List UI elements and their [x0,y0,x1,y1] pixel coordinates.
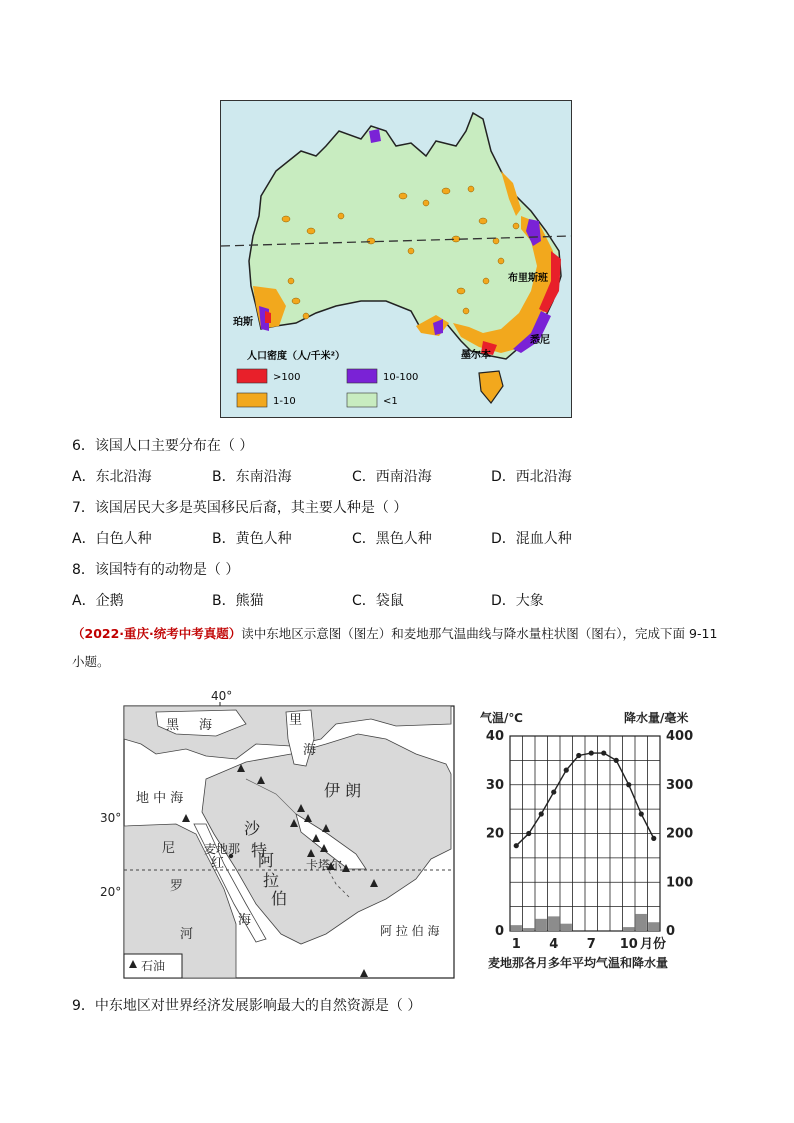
question-9-stem: 9．中东地区对世界经济发展影响最大的自然资源是（ ） [72,998,422,1014]
saudi-label: 阿 [258,851,275,870]
australia-map-svg [221,101,571,417]
mideast-map-svg [96,684,466,984]
climate-chart-svg [478,705,708,975]
red-sea-label: 海 [238,913,252,928]
city-label: 珀斯 [233,317,253,328]
nile-label: 河 [180,927,194,942]
nw-purple [369,129,381,143]
precip-bar [548,916,559,931]
question-6-stem: 6．该国人口主要分布在（ ） [72,438,254,454]
question-8-option-d[interactable]: D．大象 [491,593,544,609]
arabian-sea-label: 阿 拉 伯 海 [380,924,440,938]
legend-label: >100 [273,372,301,383]
city-label: 布里斯班 [508,273,548,284]
legend-label: <1 [383,396,398,407]
australia-population-map [220,100,572,418]
medina-label: 麦地那 [204,842,241,856]
intro-text: 读中东地区示意图（图左）和麦地那气温曲线与降水量柱状图（图右），完成下面 9-11 小题。 [72,626,718,669]
question-8-stem: 8．该国特有的动物是（ ） [72,562,240,578]
red-sea-label: 红 [211,856,225,871]
question-6-option-b[interactable]: B．东南沿海 [212,469,292,485]
question-7-option-c[interactable]: C．黑色人种 [352,531,432,547]
question-6-option-d[interactable]: D．西北沿海 [491,469,572,485]
temperature-point [564,768,569,773]
medina-climate-chart [478,705,708,975]
temperature-point [626,782,631,787]
x-tick: 7 [586,937,596,952]
question-group-intro [72,620,732,676]
temperature-point [639,811,644,816]
qatar-label: 卡塔尔 [306,858,343,872]
temperature-point [614,758,619,763]
nile-label: 罗 [170,879,184,894]
y-right-axis-label: 降水量/毫米 [624,711,689,725]
y-right-tick: 100 [666,875,694,891]
precip-bar [623,927,634,931]
y-left-axis-label: 气温/℃ [480,711,523,725]
temperature-point [539,811,544,816]
sw-red [265,311,271,323]
y-left-tick: 40 [485,729,504,744]
black-sea-label: 海 [199,718,213,733]
question-8-option-b[interactable]: B．熊猫 [212,593,264,609]
precip-bar [523,928,534,931]
y-right-tick: 200 [666,826,694,842]
question-8-option-a[interactable]: A．企鹅 [72,593,124,609]
y-right-tick: 0 [666,924,676,939]
saudi-label: 特 [251,841,268,860]
precip-bar [511,925,522,931]
question-7-stem: 7．该国居民大多是英国移民后裔，其主要人种是（ ） [72,500,408,516]
city-label: 悉尼 [530,335,550,346]
saudi-label: 拉 [263,871,280,890]
legend-label: 1-10 [273,396,296,407]
legend-title: 人口密度（人/千米²） [247,351,346,362]
y-right-tick: 300 [666,777,694,793]
saudi-label: 伯 [271,889,288,908]
temperature-point [651,836,656,841]
question-6-option-c[interactable]: C．西南沿海 [352,469,432,485]
oil-legend-label: 石油 [141,959,166,973]
precip-bar [636,914,647,931]
temperature-point [576,753,581,758]
tasmania [479,371,503,403]
caspian-label: 海 [303,743,317,758]
lon-label: 40° [211,689,233,703]
legend-label: 10-100 [383,372,419,383]
black-sea-label: 黑 [166,718,180,733]
temperature-point [526,831,531,836]
x-axis-label: 月份 [640,937,667,952]
mideast-map [96,684,466,984]
x-tick: 4 [549,937,559,952]
question-7-option-b[interactable]: B．黄色人种 [212,531,292,547]
temperature-point [601,750,606,755]
temperature-point [551,789,556,794]
y-left-tick: 20 [485,826,504,842]
chart-title: 麦地那各月多年平均气温和降水量 [488,956,669,970]
y-left-tick: 30 [485,777,504,793]
x-tick: 10 [619,937,638,952]
question-6-option-a[interactable]: A．东北沿海 [72,469,152,485]
lat-label: 20° [100,885,122,899]
question-8-option-c[interactable]: C．袋鼠 [352,593,404,609]
iran-label: 伊 朗 [324,781,362,800]
caspian-label: 里 [289,713,303,728]
city-label: 墨尔本 [461,350,491,361]
question-7-option-d[interactable]: D．混血人种 [491,531,572,547]
y-left-tick: 0 [494,924,504,939]
med-sea-label: 地 中 海 [136,791,184,806]
saudi-label: 沙 [244,819,261,838]
y-right-tick: 400 [666,729,694,744]
precip-bar [648,922,659,931]
lat-label: 30° [100,811,122,825]
question-7-option-a[interactable]: A．白色人种 [72,531,152,547]
nile-label: 尼 [162,841,176,856]
x-tick: 1 [511,937,521,952]
temperature-point [514,843,519,848]
exam-source: （2022·重庆·统考中考真题） [72,626,242,641]
precip-bar [536,919,547,931]
precip-bar [561,924,572,931]
temperature-point [589,750,594,755]
